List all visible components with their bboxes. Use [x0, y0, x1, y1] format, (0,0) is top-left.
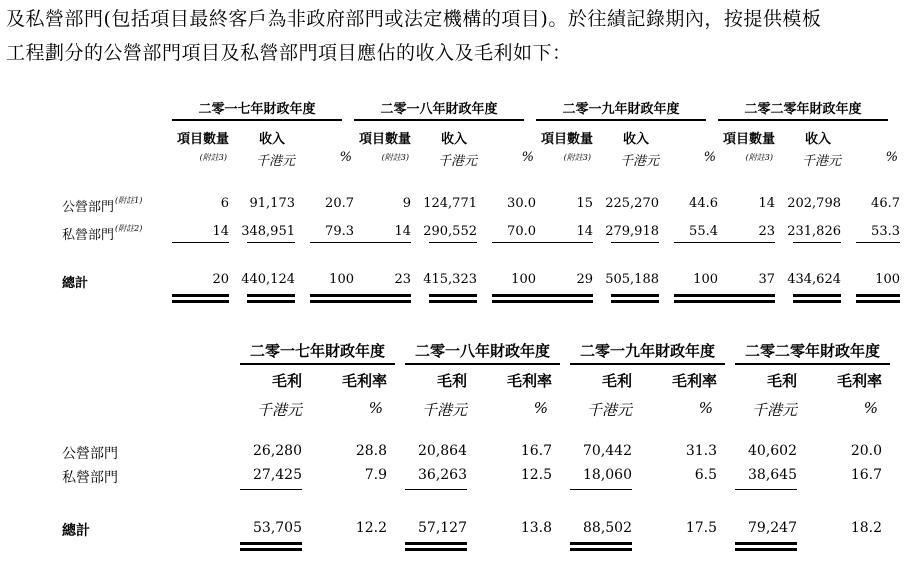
col-unit: 千港元 — [256, 401, 302, 419]
profit-cell: 36,263 — [418, 467, 467, 483]
col-pct: % — [339, 150, 352, 165]
intro-line-1: 及私營部門(包括項目最終客戶為非政府部門或法定機構的項目)。於往績記錄期內，按提供模板 — [6, 8, 822, 30]
revenue-cell: 225,270 — [605, 196, 659, 211]
subtotal-rule — [172, 242, 229, 243]
col-pct: % — [521, 150, 534, 165]
row-note: (附註1) — [115, 196, 143, 205]
col-unit: 千港元 — [619, 154, 659, 169]
profit-cell: 18,060 — [583, 467, 632, 483]
subtotal-rule — [674, 242, 718, 243]
revenue-cell: 53.3 — [871, 224, 900, 239]
revenue-cell: 14 — [576, 224, 593, 239]
profit-cell: 31.3 — [685, 443, 717, 459]
profit-total-cell: 17.5 — [685, 520, 717, 536]
col-projects: 項目數量 — [358, 132, 411, 147]
col-note3: (附註3) — [563, 153, 591, 162]
revenue-cell: 124,771 — [423, 196, 477, 211]
col-revenue: 收入 — [622, 132, 649, 147]
profit-total-cell: 12.2 — [355, 520, 387, 536]
year-header: 二零一七年財政年度 — [249, 342, 385, 360]
profit-cell: 16.7 — [850, 467, 882, 483]
col-gross-profit: 毛利 — [271, 372, 302, 390]
total-double-rule — [247, 294, 295, 303]
total-double-rule — [354, 294, 411, 303]
total-label: 總計 — [62, 276, 89, 291]
revenue-total-cell: 100 — [329, 272, 354, 287]
intro-line-2: 工程劃分的公營部門項目及私營部門項目應佔的收入及毛利如下： — [6, 42, 572, 64]
revenue-cell: 20.7 — [325, 196, 354, 211]
year-underline — [240, 363, 395, 365]
revenue-cell: 91,173 — [249, 196, 295, 211]
total-double-rule — [172, 294, 229, 303]
revenue-cell: 14 — [212, 224, 229, 239]
col-unit: 千港元 — [421, 401, 467, 419]
revenue-cell: 70.0 — [507, 224, 536, 239]
total-double-rule — [310, 294, 354, 303]
year-underline — [172, 119, 342, 121]
profit-cell: 7.9 — [364, 467, 387, 483]
revenue-total-cell: 29 — [576, 272, 593, 287]
col-note3: (附註3) — [381, 153, 409, 162]
subtotal-rule — [492, 242, 536, 243]
col-pct: % — [698, 399, 713, 417]
profit-cell: 26,280 — [253, 443, 302, 459]
revenue-cell: 23 — [758, 224, 775, 239]
profit-cell: 12.5 — [520, 467, 552, 483]
profit-total-cell: 88,502 — [583, 520, 632, 536]
col-margin: 毛利率 — [341, 372, 387, 390]
year-header: 二零一九年財政年度 — [579, 342, 715, 360]
col-projects: 項目數量 — [176, 132, 229, 147]
col-revenue: 收入 — [258, 132, 285, 147]
total-double-rule — [793, 294, 841, 303]
subtotal-rule — [310, 242, 354, 243]
revenue-total-cell: 100 — [511, 272, 536, 287]
revenue-cell: 202,798 — [787, 196, 841, 211]
year-header: 二零一八年財政年度 — [380, 102, 498, 117]
subtotal-rule — [429, 242, 477, 243]
total-double-rule — [735, 542, 797, 551]
col-pct: % — [863, 399, 878, 417]
col-unit: 千港元 — [586, 401, 632, 419]
subtotal-rule — [354, 242, 411, 243]
revenue-total-cell: 415,323 — [423, 272, 477, 287]
total-double-rule — [611, 294, 659, 303]
col-gross-profit: 毛利 — [436, 372, 467, 390]
year-header: 二零一九年財政年度 — [562, 102, 680, 117]
profit-total-cell: 57,127 — [418, 520, 467, 536]
col-projects: 項目數量 — [722, 132, 775, 147]
col-margin: 毛利率 — [836, 372, 882, 390]
revenue-total-cell: 505,188 — [605, 272, 659, 287]
revenue-cell: 55.4 — [689, 224, 718, 239]
total-double-rule — [240, 542, 302, 551]
revenue-cell: 6 — [220, 196, 229, 211]
revenue-cell: 290,552 — [423, 224, 477, 239]
total-double-rule — [492, 294, 536, 303]
year-header: 二零二零年財政年度 — [744, 102, 862, 117]
revenue-cell: 46.7 — [871, 196, 900, 211]
profit-cell: 6.5 — [694, 467, 717, 483]
year-underline — [735, 363, 890, 365]
total-double-rule — [856, 294, 900, 303]
profit-cell: 40,602 — [748, 443, 797, 459]
year-underline — [570, 363, 725, 365]
revenue-cell: 14 — [394, 224, 411, 239]
col-note3: (附註3) — [745, 153, 773, 162]
total-double-rule — [429, 294, 477, 303]
year-header: 二零一八年財政年度 — [414, 342, 550, 360]
revenue-cell: 44.6 — [689, 196, 718, 211]
subtotal-rule — [718, 242, 775, 243]
col-unit: 千港元 — [255, 154, 295, 169]
total-double-rule — [570, 542, 632, 551]
profit-cell: 70,442 — [583, 443, 632, 459]
revenue-total-cell: 440,124 — [241, 272, 295, 287]
revenue-cell: 9 — [402, 196, 411, 211]
intro-paragraph — [6, 2, 898, 70]
col-margin: 毛利率 — [671, 372, 717, 390]
subtotal-rule — [856, 242, 900, 243]
year-underline — [405, 363, 560, 365]
profit-cell: 20,864 — [418, 443, 467, 459]
profit-cell: 16.7 — [520, 443, 552, 459]
profit-total-cell: 18.2 — [850, 520, 882, 536]
revenue-total-cell: 434,624 — [787, 272, 841, 287]
revenue-total-cell: 100 — [875, 272, 900, 287]
row-note: (附註2) — [115, 224, 143, 233]
total-double-rule — [405, 542, 467, 551]
revenue-total-cell: 100 — [693, 272, 718, 287]
subtotal-rule — [240, 489, 302, 490]
revenue-cell: 15 — [576, 196, 593, 211]
total-label: 總計 — [62, 523, 90, 539]
year-underline — [718, 119, 888, 121]
profit-cell: 20.0 — [850, 443, 882, 459]
col-note3: (附註3) — [199, 153, 227, 162]
col-gross-profit: 毛利 — [766, 372, 797, 390]
col-gross-profit: 毛利 — [601, 372, 632, 390]
profit-total-cell: 13.8 — [520, 520, 552, 536]
profit-cell: 38,645 — [748, 467, 797, 483]
col-margin: 毛利率 — [506, 372, 552, 390]
profit-cell: 27,425 — [253, 467, 302, 483]
revenue-cell: 79.3 — [325, 224, 354, 239]
total-double-rule — [536, 294, 593, 303]
col-unit: 千港元 — [801, 154, 841, 169]
revenue-cell: 348,951 — [241, 224, 295, 239]
revenue-cell: 231,826 — [787, 224, 841, 239]
col-revenue: 收入 — [804, 132, 831, 147]
col-revenue: 收入 — [440, 132, 467, 147]
subtotal-rule — [405, 489, 467, 490]
profit-cell: 28.8 — [355, 443, 387, 459]
revenue-total-cell: 23 — [394, 272, 411, 287]
col-pct: % — [885, 150, 898, 165]
col-unit: 千港元 — [437, 154, 477, 169]
revenue-cell: 14 — [758, 196, 775, 211]
subtotal-rule — [611, 242, 659, 243]
total-double-rule — [718, 294, 775, 303]
col-projects: 項目數量 — [540, 132, 593, 147]
subtotal-rule — [570, 489, 632, 490]
total-double-rule — [674, 294, 718, 303]
year-header: 二零一七年財政年度 — [198, 102, 316, 117]
year-header: 二零二零年財政年度 — [744, 342, 880, 360]
profit-total-cell: 79,247 — [748, 520, 797, 536]
year-underline — [536, 119, 706, 121]
col-pct: % — [703, 150, 716, 165]
revenue-total-cell: 20 — [212, 272, 229, 287]
row-label: 公營部門 — [62, 446, 118, 462]
row-label: 私營部門 — [62, 228, 115, 243]
row-label: 私營部門 — [62, 470, 118, 486]
year-underline — [354, 119, 524, 121]
col-unit: 千港元 — [751, 401, 797, 419]
revenue-total-cell: 37 — [758, 272, 775, 287]
subtotal-rule — [536, 242, 593, 243]
revenue-cell: 279,918 — [605, 224, 659, 239]
subtotal-rule — [793, 242, 841, 243]
row-label: 公營部門 — [62, 200, 115, 215]
col-pct: % — [533, 399, 548, 417]
subtotal-rule — [247, 242, 295, 243]
revenue-cell: 30.0 — [507, 196, 536, 211]
col-pct: % — [368, 399, 383, 417]
subtotal-rule — [735, 489, 797, 490]
profit-total-cell: 53,705 — [253, 520, 302, 536]
